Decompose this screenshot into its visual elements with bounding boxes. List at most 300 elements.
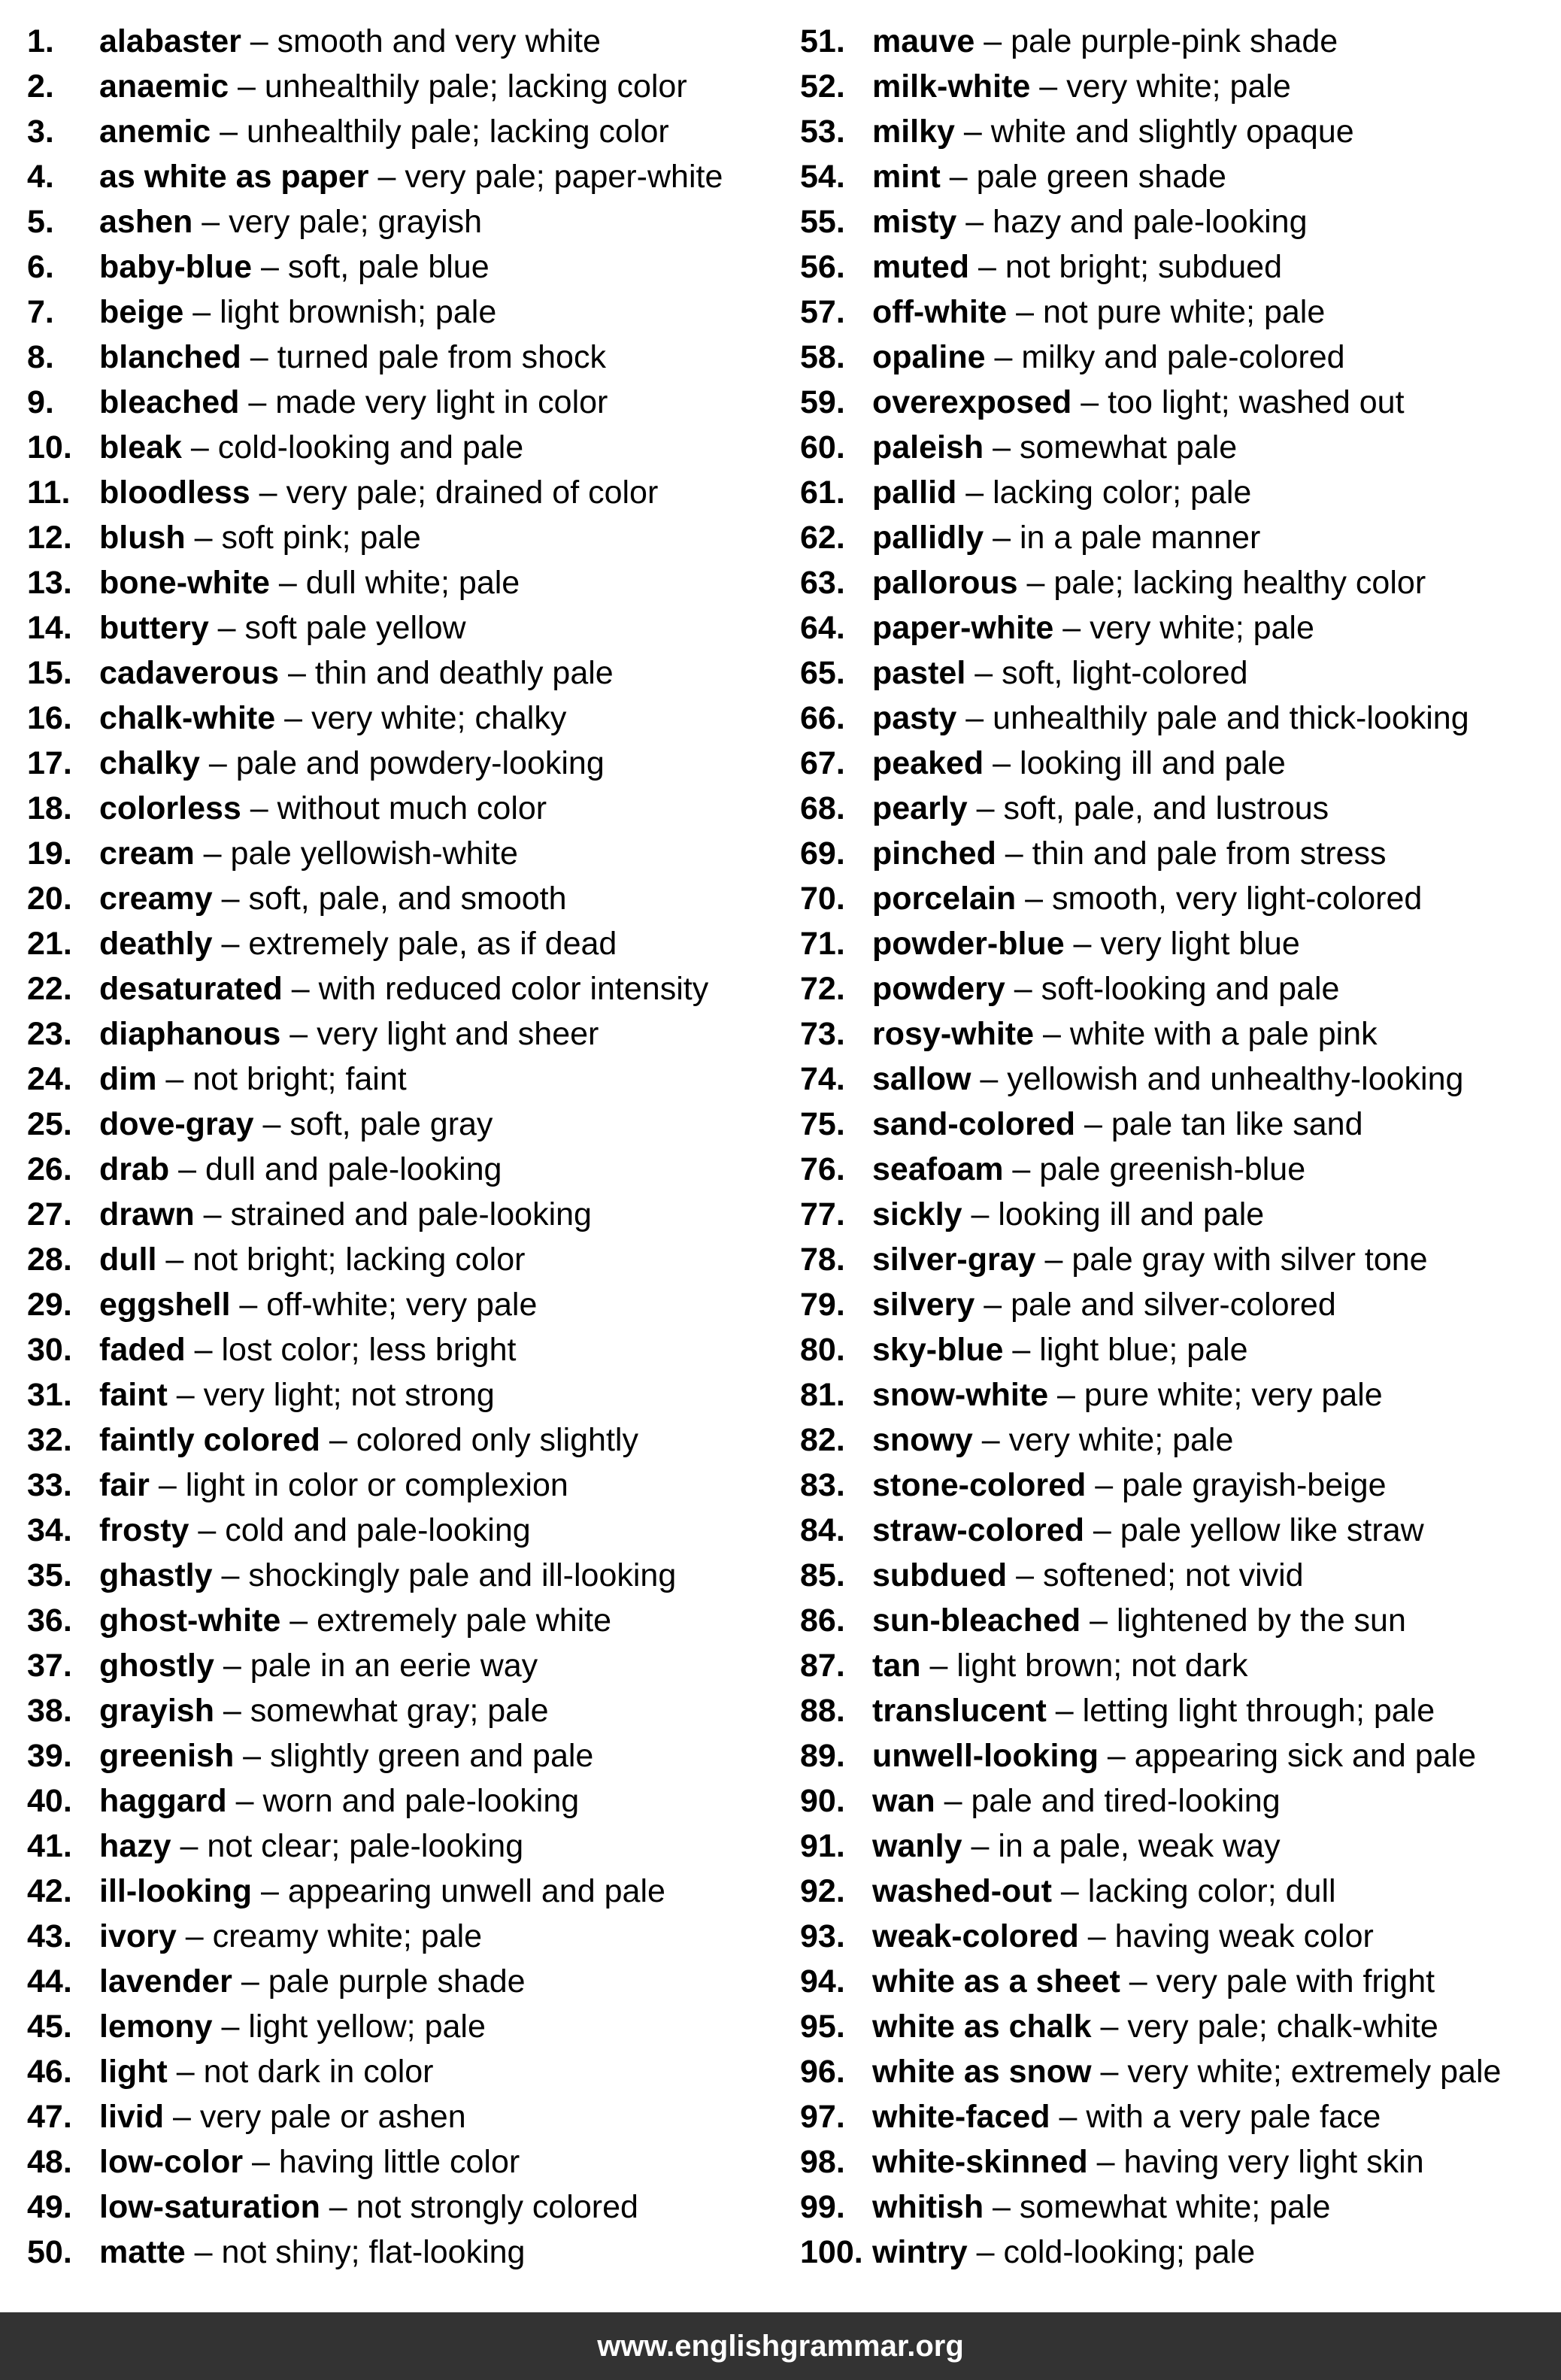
item-definition: soft-looking and pale — [1041, 971, 1340, 1007]
item-number: 92. — [800, 1873, 845, 1909]
item-separator: – — [156, 1242, 193, 1278]
item-number: 87. — [800, 1648, 845, 1684]
item-text — [872, 605, 1314, 650]
item-number: 65. — [800, 655, 845, 691]
list-item — [800, 560, 1552, 605]
list-item — [27, 109, 787, 154]
item-definition: pale green shade — [976, 159, 1226, 195]
item-text — [872, 786, 1329, 831]
list-item — [800, 1869, 1552, 1914]
item-definition: worn and pale-looking — [262, 1783, 580, 1819]
item-definition: not bright; faint — [192, 1061, 407, 1097]
item-text — [99, 1553, 676, 1598]
item-word: straw-colored — [872, 1512, 1084, 1548]
item-word: dove-gray — [99, 1106, 254, 1142]
list-item — [800, 605, 1552, 650]
item-text — [99, 1598, 611, 1643]
list-item — [27, 19, 787, 64]
list-item — [800, 2230, 1552, 2275]
item-number: 88. — [800, 1693, 845, 1729]
item-definition: pale grayish-beige — [1122, 1467, 1387, 1503]
item-number: 55. — [800, 204, 845, 240]
item-word: buttery — [99, 610, 209, 646]
item-definition: soft, light-colored — [1002, 655, 1248, 691]
item-definition: thin and deathly pale — [314, 655, 614, 691]
item-separator: – — [920, 1648, 957, 1684]
item-word: bone-white — [99, 565, 270, 601]
item-word: diaphanous — [99, 1016, 281, 1052]
item-definition: light brown; not dark — [956, 1648, 1248, 1684]
list-item — [27, 1147, 787, 1192]
list-item — [27, 786, 787, 831]
list-item — [27, 244, 787, 290]
item-word: peaked — [872, 745, 984, 781]
item-text — [872, 1643, 1248, 1688]
item-word: sky-blue — [872, 1332, 1004, 1368]
item-separator: – — [984, 745, 1020, 781]
item-definition: pale greenish-blue — [1039, 1151, 1306, 1187]
list-item — [27, 2184, 787, 2230]
item-separator: – — [984, 520, 1020, 556]
item-number: 54. — [800, 159, 845, 195]
list-item — [27, 154, 787, 199]
item-number: 56. — [800, 249, 845, 285]
item-number: 7. — [27, 294, 54, 330]
item-definition: unhealthily pale; lacking color — [264, 68, 687, 105]
list-item — [27, 1463, 787, 1508]
item-text — [99, 2230, 525, 2275]
list-item — [800, 1824, 1552, 1869]
list-item — [800, 1327, 1552, 1372]
item-text — [99, 290, 496, 335]
item-text — [99, 921, 617, 966]
item-separator: – — [192, 204, 229, 240]
item-number: 37. — [27, 1648, 72, 1684]
item-definition: pale and silver-colored — [1011, 1287, 1336, 1323]
item-number: 49. — [27, 2189, 72, 2225]
item-word: misty — [872, 204, 957, 240]
item-text — [99, 966, 708, 1011]
item-word: muted — [872, 249, 969, 285]
item-separator: – — [280, 1016, 317, 1052]
item-definition: slightly green and pale — [270, 1738, 594, 1774]
item-word: white-faced — [872, 2099, 1050, 2135]
item-text — [99, 109, 669, 154]
item-number: 60. — [800, 429, 845, 465]
item-definition: looking ill and pale — [1020, 745, 1286, 781]
list-item — [27, 650, 787, 696]
item-separator: – — [167, 2054, 204, 2090]
item-definition: thin and pale from stress — [1032, 835, 1387, 872]
item-text — [872, 1417, 1233, 1463]
item-separator: – — [1003, 1151, 1040, 1187]
item-separator: – — [984, 429, 1020, 465]
item-text — [99, 19, 601, 64]
list-item — [27, 1553, 787, 1598]
item-number: 67. — [800, 745, 845, 781]
item-definition: off-white; very pale — [266, 1287, 538, 1323]
item-definition: without much color — [277, 790, 547, 826]
item-separator: – — [935, 1783, 971, 1819]
item-number: 77. — [800, 1196, 845, 1232]
item-number: 86. — [800, 1602, 845, 1639]
list-item — [800, 1914, 1552, 1959]
item-number: 30. — [27, 1332, 72, 1368]
item-separator: – — [279, 655, 315, 691]
item-number: 51. — [800, 23, 845, 59]
item-word: blanched — [99, 339, 241, 375]
item-text — [99, 425, 523, 470]
item-number: 25. — [27, 1106, 72, 1142]
item-word: greenish — [99, 1738, 235, 1774]
item-definition: somewhat pale — [1019, 429, 1238, 465]
item-definition: milky and pale-colored — [1021, 339, 1345, 375]
item-separator: – — [164, 2099, 200, 2135]
item-number: 97. — [800, 2099, 845, 2135]
item-word: dull — [99, 1242, 157, 1278]
footer-bar — [0, 2312, 1561, 2380]
item-definition: pale yellow like straw — [1120, 1512, 1424, 1548]
list-item — [27, 1508, 787, 1553]
item-text — [99, 1463, 568, 1508]
item-word: mauve — [872, 23, 975, 59]
item-definition: pale purple-pink shade — [1011, 23, 1338, 59]
item-text — [872, 2004, 1438, 2049]
item-text — [872, 290, 1325, 335]
list-item — [800, 876, 1552, 921]
item-word: fair — [99, 1467, 150, 1503]
item-text — [99, 1778, 579, 1824]
item-number: 35. — [27, 1557, 72, 1593]
item-separator: – — [1034, 1016, 1070, 1052]
list-item — [800, 2139, 1552, 2184]
item-text — [99, 605, 466, 650]
item-text — [872, 560, 1426, 605]
list-item — [27, 1598, 787, 1643]
item-text — [99, 2094, 466, 2139]
item-word: pallidly — [872, 520, 984, 556]
item-number: 83. — [800, 1467, 845, 1503]
item-word: lemony — [99, 2009, 213, 2045]
item-word: faint — [99, 1377, 168, 1413]
item-separator: – — [1005, 971, 1041, 1007]
item-definition: colored only slightly — [356, 1422, 638, 1458]
item-separator: – — [181, 429, 218, 465]
list-item — [27, 1192, 787, 1237]
item-definition: smooth, very light-colored — [1051, 881, 1423, 917]
item-number: 24. — [27, 1061, 72, 1097]
item-word: chalky — [99, 745, 200, 781]
item-text — [872, 1733, 1476, 1778]
item-separator: – — [169, 1151, 205, 1187]
item-separator: – — [1007, 1557, 1043, 1593]
list-item — [800, 831, 1552, 876]
list-item — [27, 605, 787, 650]
item-number: 22. — [27, 971, 72, 1007]
item-word: wan — [872, 1783, 935, 1819]
list-item — [800, 2049, 1552, 2094]
item-number: 59. — [800, 384, 845, 420]
item-number: 12. — [27, 520, 72, 556]
list-item — [27, 1778, 787, 1824]
list-item — [27, 1869, 787, 1914]
item-text — [872, 876, 1422, 921]
item-separator: – — [185, 520, 222, 556]
item-number: 74. — [800, 1061, 845, 1097]
item-separator: – — [974, 1287, 1011, 1323]
item-text — [872, 199, 1308, 244]
item-text — [99, 515, 421, 560]
list-item — [800, 290, 1552, 335]
item-text — [872, 966, 1339, 1011]
item-definition: very light and sheer — [317, 1016, 599, 1052]
item-word: white as chalk — [872, 2009, 1092, 2045]
item-separator: – — [183, 294, 220, 330]
item-separator: – — [984, 2189, 1020, 2225]
item-number: 53. — [800, 114, 845, 150]
item-definition: pale tan like sand — [1111, 1106, 1363, 1142]
item-separator: – — [962, 1196, 999, 1232]
item-separator: – — [1030, 68, 1067, 105]
item-word: pallid — [872, 474, 957, 511]
item-separator: – — [149, 1467, 186, 1503]
item-definition: pale and tired-looking — [971, 1783, 1281, 1819]
list-item — [800, 380, 1552, 425]
item-separator: – — [208, 610, 245, 646]
list-item — [800, 1643, 1552, 1688]
item-word: as white as paper — [99, 159, 369, 195]
item-text — [872, 2230, 1255, 2275]
item-word: milk-white — [872, 68, 1031, 105]
item-number: 84. — [800, 1512, 845, 1548]
item-separator: – — [974, 23, 1011, 59]
item-definition: letting light through; pale — [1082, 1693, 1435, 1729]
item-text — [872, 380, 1405, 425]
item-separator: – — [171, 1828, 208, 1864]
list-item — [800, 470, 1552, 515]
item-definition: lacking color; pale — [993, 474, 1252, 511]
item-definition: turned pale from shock — [277, 339, 606, 375]
item-word: seafoam — [872, 1151, 1004, 1187]
list-item — [27, 380, 787, 425]
item-number: 21. — [27, 926, 72, 962]
item-number: 4. — [27, 159, 54, 195]
item-definition: soft pink; pale — [221, 520, 421, 556]
item-number: 18. — [27, 790, 72, 826]
item-number: 58. — [800, 339, 845, 375]
item-text — [872, 515, 1260, 560]
list-item — [27, 1914, 787, 1959]
item-word: faded — [99, 1332, 186, 1368]
item-definition: not bright; lacking color — [192, 1242, 526, 1278]
item-number: 43. — [27, 1918, 72, 1954]
item-definition: pale; lacking healthy color — [1053, 565, 1426, 601]
item-text — [99, 1147, 502, 1192]
item-word: desaturated — [99, 971, 283, 1007]
item-number: 17. — [27, 745, 72, 781]
item-definition: with a very pale face — [1086, 2099, 1381, 2135]
item-word: unwell-looking — [872, 1738, 1099, 1774]
item-text — [872, 921, 1300, 966]
item-word: ashen — [99, 204, 193, 240]
item-separator: – — [241, 339, 277, 375]
item-definition: soft, pale, and lustrous — [1003, 790, 1329, 826]
item-definition: cold-looking; pale — [1003, 2234, 1256, 2270]
item-number: 6. — [27, 249, 54, 285]
item-text — [872, 2094, 1381, 2139]
item-definition: very pale or ashen — [199, 2099, 466, 2135]
item-separator: – — [194, 835, 231, 872]
list-item — [800, 19, 1552, 64]
item-number: 98. — [800, 2144, 845, 2180]
item-definition: having very light skin — [1123, 2144, 1424, 2180]
item-definition: not shiny; flat-looking — [221, 2234, 526, 2270]
item-number: 69. — [800, 835, 845, 872]
item-number: 29. — [27, 1287, 72, 1323]
list-item — [27, 199, 787, 244]
item-number: 82. — [800, 1422, 845, 1458]
item-definition: pale gray with silver tone — [1071, 1242, 1428, 1278]
item-definition: in a pale manner — [1019, 520, 1261, 556]
item-number: 16. — [27, 700, 72, 736]
item-text — [872, 1192, 1264, 1237]
item-word: light — [99, 2054, 168, 2090]
item-definition: very white; pale — [1066, 68, 1291, 105]
item-word: cadaverous — [99, 655, 280, 691]
item-separator: – — [972, 1422, 1009, 1458]
item-word: matte — [99, 2234, 186, 2270]
item-word: whitish — [872, 2189, 984, 2225]
item-number: 95. — [800, 2009, 845, 2045]
item-separator: – — [956, 700, 993, 736]
item-number: 68. — [800, 790, 845, 826]
list-item — [800, 1553, 1552, 1598]
list-item — [27, 2094, 787, 2139]
list-item — [27, 1327, 787, 1372]
list-item — [800, 1463, 1552, 1508]
list-item — [800, 199, 1552, 244]
item-separator: – — [962, 1828, 999, 1864]
item-text — [872, 2049, 1501, 2094]
word-list-left-column — [27, 19, 787, 2275]
list-item — [800, 1192, 1552, 1237]
list-item — [27, 290, 787, 335]
item-word: tan — [872, 1648, 921, 1684]
list-item — [27, 1959, 787, 2004]
item-word: porcelain — [872, 881, 1017, 917]
item-definition: lightened by the sun — [1116, 1602, 1406, 1639]
item-word: weak-colored — [872, 1918, 1079, 1954]
item-word: ghostly — [99, 1648, 214, 1684]
item-number: 61. — [800, 474, 845, 511]
item-word: dim — [99, 1061, 157, 1097]
item-definition: cold-looking and pale — [217, 429, 524, 465]
item-separator: – — [320, 1422, 356, 1458]
item-word: eggshell — [99, 1287, 231, 1323]
item-separator: – — [965, 655, 1002, 691]
item-word: snow-white — [872, 1377, 1049, 1413]
item-text — [872, 64, 1291, 109]
item-text — [872, 650, 1248, 696]
item-text — [99, 1643, 538, 1688]
item-definition: soft pale yellow — [244, 610, 466, 646]
list-item — [800, 1778, 1552, 1824]
item-text — [99, 1959, 526, 2004]
item-definition: too light; washed out — [1108, 384, 1405, 420]
item-text — [99, 741, 605, 786]
list-item — [27, 1688, 787, 1733]
list-item — [800, 1508, 1552, 1553]
item-word: drawn — [99, 1196, 195, 1232]
item-number: 3. — [27, 114, 54, 150]
item-number: 31. — [27, 1377, 72, 1413]
item-number: 63. — [800, 565, 845, 601]
item-separator: – — [1075, 1106, 1111, 1142]
item-text — [872, 244, 1282, 290]
item-text — [99, 650, 614, 696]
item-word: wanly — [872, 1828, 962, 1864]
item-separator: – — [971, 1061, 1008, 1097]
item-number: 38. — [27, 1693, 72, 1729]
item-definition: unhealthily pale and thick-looking — [993, 700, 1469, 736]
item-word: hazy — [99, 1828, 171, 1864]
item-definition: pure white; very pale — [1084, 1377, 1383, 1413]
item-definition: creamy white; pale — [212, 1918, 483, 1954]
list-item — [27, 1643, 787, 1688]
item-separator: – — [241, 23, 277, 59]
item-definition: soft, pale blue — [287, 249, 490, 285]
item-text — [99, 1327, 516, 1372]
item-separator: – — [969, 249, 1005, 285]
list-item — [800, 1057, 1552, 1102]
item-word: pinched — [872, 835, 996, 872]
item-separator: – — [275, 700, 311, 736]
item-word: sand-colored — [872, 1106, 1075, 1142]
list-item — [27, 1237, 787, 1282]
list-item — [800, 650, 1552, 696]
item-word: ill-looking — [99, 1873, 253, 1909]
item-text — [872, 1011, 1378, 1057]
item-separator: – — [234, 1738, 271, 1774]
item-word: beige — [99, 294, 184, 330]
item-number: 57. — [800, 294, 845, 330]
item-separator: – — [1007, 294, 1043, 330]
item-separator: – — [1017, 565, 1054, 601]
item-text — [872, 1869, 1336, 1914]
item-word: pallorous — [872, 565, 1018, 601]
item-separator: – — [1098, 1738, 1135, 1774]
item-text — [99, 1192, 592, 1237]
item-separator: – — [250, 474, 286, 511]
item-definition: very white; pale — [1008, 1422, 1234, 1458]
item-text — [99, 1869, 665, 1914]
item-separator: – — [229, 68, 265, 105]
item-word: overexposed — [872, 384, 1072, 420]
item-definition: very pale with fright — [1156, 1963, 1435, 2000]
list-item — [800, 921, 1552, 966]
item-text — [99, 1237, 525, 1282]
item-text — [99, 2049, 434, 2094]
item-number: 8. — [27, 339, 54, 375]
item-definition: very light; not strong — [203, 1377, 495, 1413]
item-number: 62. — [800, 520, 845, 556]
item-text — [99, 2004, 486, 2049]
item-definition: not strongly colored — [356, 2189, 638, 2225]
item-definition: not pure white; pale — [1042, 294, 1326, 330]
item-separator: – — [1016, 881, 1052, 917]
item-definition: lost color; less bright — [221, 1332, 517, 1368]
list-item — [800, 109, 1552, 154]
